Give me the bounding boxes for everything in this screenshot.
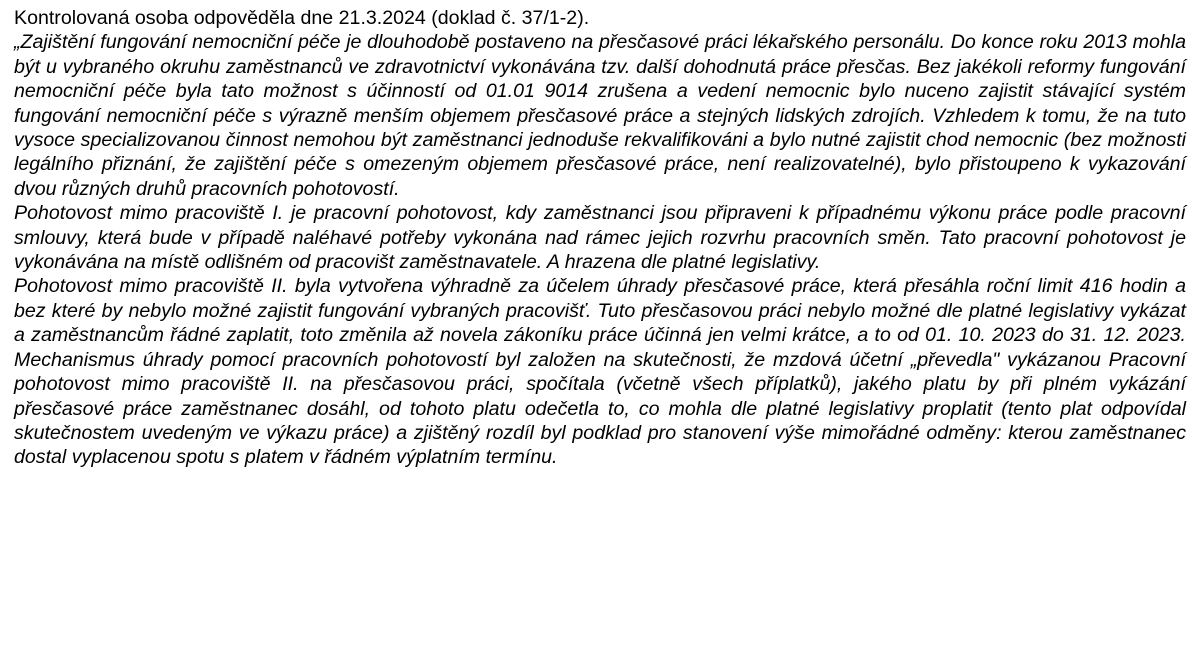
paragraph-overtime-background: „Zajištění fungování nemocniční péče je dlouhodobě postaveno na přesčasové práci lékařského personálu. Do konce roku 2013 mohla být u vybraného okruhu zaměstnanců ve zdravotnictví vykonávána tzv. další dohodnutá práce přesčas. Bez jakékoli reformy fungování nemocniční péče byla tato možnost s účinností od 01.01 9014 zrušena a vedení nemocnic bylo nuceno zajistit stávající systém fungování nemocniční péče s výrazně menším objemem přesčasové práce a stejných lidských zdrojích. Vzhledem k tomu, že na tuto vysoce specializovanou činnost nemohou být zaměstnanci jednoduše rekvalifikováni a bylo nutné zajistit chod nemocnic (bez možnosti legálního přiznání, že zajištění péče s omezeným objemem přesčasové práce, není realizovatelné), bylo přistoupeno k vykazování dvou různých druhů pracovních pohotovostí. bbox=[14, 31, 1186, 200]
paragraph-standby-type-1: Pohotovost mimo pracoviště I. je pracovní pohotovost, kdy zaměstnanci jsou připraveni k případnému výkonu práce podle pracovní smlouvy, která bude v případě naléhavé potřeby vykonána nad rámec jejich rozvrhu pracovních směn. Tato pracovní pohotovost je vykonávána na místě odlišném od pracovišt zaměstnavatele. A hrazena dle platné legislativy. bbox=[14, 202, 1186, 274]
paragraph-standby-type-2: Pohotovost mimo pracoviště II. byla vytvořena výhradně za účelem úhrady přesčasové práce, která přesáhla roční limit 416 hodin a bez které by nebylo možné zajistit fungování vybraných pracovišť. Tuto přesčasovou práci nebylo možné dle platné legislativy vykázat a zaměstnancům řádné zaplatit, toto změnila až novela zákoníku práce účinná jen velmi krátce, a to od 01. 10. 2023 do 31. 12. 2023. Mechanismus úhrady pomocí pracovních pohotovostí byl založen na skutečnosti, že mzdová účetní „převedla" vykázanou Pracovní pohotovost mimo pracoviště II. na přesčasovou práci, spočítala (včetně všech příplatků), jakého platu by při plném vykázání přesčasové práce zaměstnanec dosáhl, od tohoto platu odečetla to, co mohla dle platné legislativy proplatit (tento plat odpovídal skutečnostem uvedeným ve výkazu práce) a zjištěný rozdíl byl podklad pro stanovení výše mimořádné odměny: kterou zaměstnanec dostal vyplacenou spotu s platem v řádném výplatním termínu. bbox=[14, 275, 1186, 469]
document-body bbox=[14, 6, 1186, 470]
intro-line: Kontrolovaná osoba odpověděla dne 21.3.2024 (doklad č. 37/1-2). bbox=[14, 7, 590, 29]
